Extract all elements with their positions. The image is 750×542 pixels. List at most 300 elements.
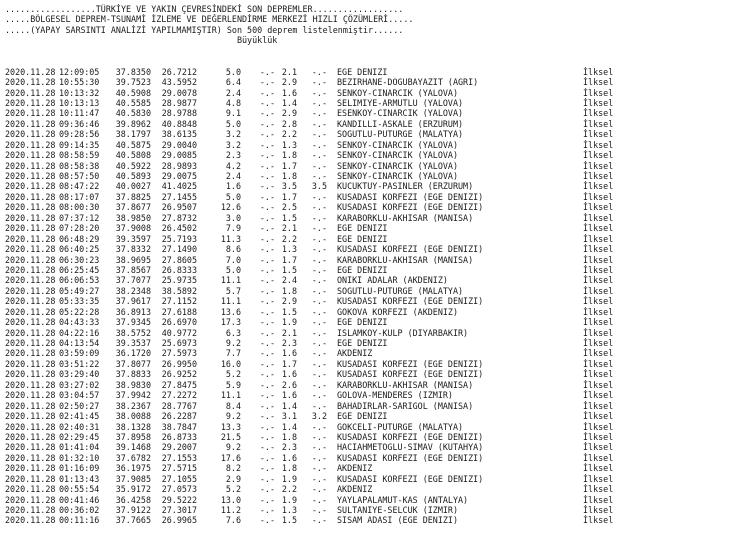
cell-location: SENKOY-CINARCIK (YALOVA) [337,150,459,161]
cell-time: 04:13:54 [59,338,100,348]
cell-time: 06:06:53 [59,275,100,286]
cell-lat: 37.9085 [115,473,151,484]
cell-md: -.- [259,296,275,307]
cell-depth: 8.4 [225,400,241,411]
cell-quality: İlksel [583,484,614,495]
cell-date: 2020.11.28 [5,264,56,275]
cell-lat: 36.1720 [115,348,151,359]
cell-time: 08:57:50 [59,171,100,181]
cell-mw: -.- [311,254,327,265]
cell-quality: İlksel [583,66,614,77]
cell-time: 01:32:10 [59,452,100,463]
cell-quality: İlksel [583,296,614,307]
cell-md: -.- [259,233,275,244]
cell-depth: 7.0 [225,254,241,265]
cell-lon: 26.7212 [161,66,197,77]
cell-time: 00:55:54 [59,484,100,495]
cell-md: -.- [259,285,275,296]
cell-time: 10:55:30 [59,77,100,88]
cell-md: -.- [259,244,275,255]
cell-md: -.- [259,358,275,369]
cell-md: -.- [259,505,275,515]
cell-date: 2020.11.28 [5,108,56,119]
cell-date: 2020.11.28 [5,421,56,432]
cell-ml: 1.9 [281,317,297,328]
cell-location: YAYLAPALAMUT-KAS (ANTALYA) [337,494,469,505]
cell-date: 2020.11.28 [5,515,56,526]
cell-lon: 27.3017 [161,505,197,515]
cell-lat: 36.8913 [115,306,151,317]
cell-lon: 29.2007 [161,442,197,453]
cell-location: HACIAHMETOGLU-SIMAV (KUTAHYA) [337,442,484,453]
cell-md: -.- [259,379,275,390]
cell-date: 2020.11.28 [5,442,56,453]
cell-mw: -.- [311,515,327,526]
cell-time: 09:28:56 [59,129,100,140]
cell-ml: 2.8 [281,118,297,129]
cell-location: SENKOY-CINARCIK (YALOVA) [337,160,459,171]
cell-lat: 37.9942 [115,390,151,401]
cell-mw: -.- [311,358,327,369]
cell-md: -.- [259,181,275,192]
cell-ml: 2.4 [281,275,297,286]
cell-location: KUSADASI KORFEZI (EGE DENIZI) [337,473,484,484]
cell-time: 06:40:25 [59,244,100,255]
cell-quality: İlksel [583,431,614,442]
cell-lat: 39.8962 [115,118,151,129]
cell-date: 2020.11.28 [5,66,56,77]
cell-location: EGE DENIZI [337,264,388,275]
cell-time: 01:41:04 [59,442,100,453]
cell-md: -.- [259,411,275,422]
cell-quality: İlksel [583,473,614,484]
cell-quality: İlksel [583,515,614,526]
cell-quality: İlksel [583,348,614,359]
cell-depth: 5.0 [225,118,241,129]
cell-lon: 26.6970 [161,317,197,328]
cell-time: 12:09:05 [59,66,100,77]
title-line-3: .....(YAPAY SARSINTI ANALİZİ YAPILMAMIŞTIR) Son 500 deprem listelenmiştir...... [5,24,404,35]
cell-date: 2020.11.28 [5,306,56,317]
cell-lat: 37.8833 [115,369,151,380]
cell-mw: -.- [311,223,327,234]
cell-lat: 36.4258 [115,494,151,505]
cell-mw: -.- [311,118,327,129]
cell-date: 2020.11.28 [5,212,56,223]
cell-time: 04:43:33 [59,317,100,328]
table-row [5,213,750,223]
cell-mw: -.- [311,77,327,88]
cell-location: EGE DENIZI [337,411,388,422]
table-row [5,181,750,191]
cell-depth: 13.6 [220,306,241,317]
table-row [5,411,750,421]
table-row [5,286,750,296]
cell-mw: -.- [311,212,327,223]
cell-quality: İlksel [583,160,614,171]
cell-md: -.- [259,327,275,338]
cell-date: 2020.11.28 [5,484,56,495]
cell-location: KUSADASI KORFEZI (EGE DENIZI) [337,191,484,202]
cell-lon: 43.5952 [161,77,197,88]
table-row [5,150,750,160]
table-row [5,223,750,233]
cell-date: 2020.11.28 [5,338,56,348]
cell-location: EGE DENIZI [337,223,388,234]
cell-md: -.- [259,338,275,348]
cell-time: 06:48:29 [59,233,100,244]
cell-mw: -.- [311,285,327,296]
cell-ml: 1.7 [281,191,297,202]
cell-quality: İlksel [583,181,614,192]
cell-date: 2020.11.28 [5,285,56,296]
cell-depth: 6.3 [225,327,241,338]
cell-quality: İlksel [583,202,614,213]
cell-md: -.- [259,400,275,411]
table-row [5,390,750,400]
cell-quality: İlksel [583,327,614,338]
cell-time: 02:29:45 [59,431,100,442]
cell-location: GOKOVA KORFEZI (AKDENIZ) [337,306,459,317]
cell-md: -.- [259,77,275,88]
cell-lat: 36.1975 [115,463,151,474]
cell-time: 08:00:30 [59,202,100,213]
cell-quality: İlksel [583,233,614,244]
table-row [5,307,750,317]
table-row [5,296,750,306]
cell-date: 2020.11.28 [5,296,56,307]
cell-md: -.- [259,160,275,171]
cell-lat: 40.5830 [115,108,151,119]
cell-lat: 40.5875 [115,139,151,150]
cell-depth: 5.0 [225,264,241,275]
cell-depth: 1.6 [225,181,241,192]
cell-mw: -.- [311,317,327,328]
cell-md: -.- [259,390,275,401]
cell-date: 2020.11.28 [5,505,56,515]
cell-time: 08:17:07 [59,191,100,202]
cell-ml: 1.8 [281,171,297,181]
cell-location: KARABORKLU-AKHISAR (MANISA) [337,212,474,223]
cell-mw: -.- [311,390,327,401]
cell-lat: 40.5922 [115,160,151,171]
cell-time: 04:22:16 [59,327,100,338]
cell-mw: -.- [311,150,327,161]
cell-ml: 2.1 [281,223,297,234]
cell-md: -.- [259,254,275,265]
cell-date: 2020.11.28 [5,87,56,98]
cell-lat: 37.8825 [115,191,151,202]
cell-time: 00:41:46 [59,494,100,505]
cell-lon: 38.6135 [161,129,197,140]
cell-location: BEZIRHANE-DOGUBAYAZIT (AGRI) [337,77,479,88]
cell-ml: 1.8 [281,463,297,474]
cell-quality: İlksel [583,494,614,505]
cell-md: -.- [259,129,275,140]
cell-date: 2020.11.28 [5,139,56,150]
cell-location: AKDENIZ [337,348,373,359]
cell-md: -.- [259,494,275,505]
cell-mw: -.- [311,202,327,213]
cell-time: 09:14:35 [59,139,100,150]
cell-md: -.- [259,171,275,181]
cell-md: -.- [259,275,275,286]
cell-time: 01:13:43 [59,473,100,484]
cell-mw: -.- [311,139,327,150]
cell-mw: -.- [311,421,327,432]
cell-depth: 5.0 [225,191,241,202]
cell-depth: 7.9 [225,223,241,234]
cell-location: EGE DENIZI [337,338,388,348]
cell-ml: 2.5 [281,202,297,213]
cell-quality: İlksel [583,317,614,328]
cell-ml: 1.9 [281,494,297,505]
table-row [5,369,750,379]
cell-lon: 27.8605 [161,254,197,265]
cell-md: -.- [259,515,275,526]
cell-md: -.- [259,452,275,463]
cell-lon: 27.1055 [161,473,197,484]
cell-ml: 1.8 [281,150,297,161]
cell-md: -.- [259,421,275,432]
cell-location: KARABORKLU-AKHISAR (MANISA) [337,379,474,390]
cell-md: -.- [259,348,275,359]
cell-ml: 1.3 [281,505,297,515]
cell-date: 2020.11.28 [5,244,56,255]
cell-ml: 1.7 [281,160,297,171]
table-row [5,67,750,77]
cell-lat: 40.5893 [115,171,151,181]
cell-lon: 29.0040 [161,139,197,150]
cell-mw: -.- [311,306,327,317]
cell-lon: 26.4502 [161,223,197,234]
cell-date: 2020.11.28 [5,327,56,338]
cell-mw: -.- [311,452,327,463]
cell-quality: İlksel [583,338,614,348]
table-row [5,463,750,473]
cell-location: KUCUKTUY-PASINLER (ERZURUM) [337,181,474,192]
cell-quality: İlksel [583,306,614,317]
table-row [5,515,750,525]
cell-lat: 37.8077 [115,358,151,369]
cell-time: 03:51:22 [59,358,100,369]
cell-ml: 2.9 [281,108,297,119]
table-row [5,505,750,515]
table-row [5,234,750,244]
cell-time: 06:30:23 [59,254,100,265]
table-row [5,380,750,390]
cell-md: -.- [259,139,275,150]
cell-ml: 1.4 [281,421,297,432]
cell-time: 10:11:47 [59,108,100,119]
cell-location: KUSADASI KORFEZI (EGE DENIZI) [337,358,484,369]
table-row [5,338,750,348]
table-row [5,98,750,108]
cell-time: 00:11:16 [59,515,100,526]
cell-location: SENKOY-CINARCIK (YALOVA) [337,139,459,150]
cell-depth: 3.2 [225,129,241,140]
cell-lat: 37.8677 [115,202,151,213]
cell-mw: -.- [311,494,327,505]
cell-depth: 11.1 [220,296,241,307]
table-row [5,129,750,139]
cell-lon: 27.1152 [161,296,197,307]
cell-time: 01:16:09 [59,463,100,474]
cell-location: KUSADASI KORFEZI (EGE DENIZI) [337,244,484,255]
cell-depth: 7.7 [225,348,241,359]
cell-lat: 38.2367 [115,400,151,411]
table-row [5,317,750,327]
cell-mw: -.- [311,505,327,515]
cell-location: SOGUTLU-PUTURGE (MALATYA) [337,129,464,140]
cell-depth: 9.2 [225,442,241,453]
cell-depth: 9.2 [225,411,241,422]
cell-depth: 9.1 [225,108,241,119]
cell-quality: İlksel [583,223,614,234]
cell-md: -.- [259,212,275,223]
cell-quality: İlksel [583,264,614,275]
cell-ml: 3.1 [281,411,297,422]
cell-lat: 38.2348 [115,285,151,296]
cell-md: -.- [259,66,275,77]
cell-date: 2020.11.28 [5,233,56,244]
table-row [5,161,750,171]
cell-quality: İlksel [583,421,614,432]
cell-depth: 5.7 [225,285,241,296]
cell-date: 2020.11.28 [5,411,56,422]
cell-quality: İlksel [583,191,614,202]
cell-location: KUSADASI KORFEZI (EGE DENIZI) [337,431,484,442]
cell-quality: İlksel [583,390,614,401]
cell-date: 2020.11.28 [5,275,56,286]
cell-date: 2020.11.28 [5,431,56,442]
cell-time: 09:36:46 [59,118,100,129]
cell-mw: -.- [311,463,327,474]
cell-date: 2020.11.28 [5,254,56,265]
cell-quality: İlksel [583,77,614,88]
cell-lon: 26.9507 [161,202,197,213]
cell-location: AKDENIZ [337,484,373,495]
cell-location: KARABORKLU-AKHISAR (MANISA) [337,254,474,265]
cell-time: 00:36:02 [59,505,100,515]
cell-time: 05:33:35 [59,296,100,307]
cell-depth: 3.2 [225,139,241,150]
cell-depth: 17.6 [220,452,241,463]
cell-location: KUSADASI KORFEZI (EGE DENIZI) [337,452,484,463]
cell-mw: -.- [311,473,327,484]
cell-lon: 27.1553 [161,452,197,463]
cell-md: -.- [259,369,275,380]
cell-quality: İlksel [583,129,614,140]
cell-time: 03:04:57 [59,390,100,401]
cell-mw: 3.5 [311,181,327,192]
cell-time: 03:59:09 [59,348,100,359]
cell-ml: 1.8 [281,431,297,442]
cell-time: 02:50:27 [59,400,100,411]
title-line-1: ..................TÜRKİYE VE YAKIN ÇEVRESİNDEKİ SON DEPREMLER.................. [5,4,404,14]
cell-location: ISLAMKOY-KULP (DIYARBAKIR) [337,327,469,338]
cell-lat: 37.8350 [115,66,151,77]
table-row [5,255,750,265]
cell-lat: 38.0088 [115,411,151,422]
cell-mw: -.- [311,191,327,202]
cell-depth: 5.9 [225,379,241,390]
table-row [5,244,750,254]
table-row [5,108,750,118]
cell-depth: 16.0 [220,358,241,369]
cell-ml: 1.6 [281,348,297,359]
cell-lon: 27.1455 [161,191,197,202]
cell-date: 2020.11.28 [5,369,56,380]
cell-date: 2020.11.28 [5,171,56,181]
cell-quality: İlksel [583,411,614,422]
cell-mw: -.- [311,400,327,411]
title-line-2: .....BÖLGESEL DEPREM-TSUNAMİ İZLEME VE DEĞERLENDİRME MERKEZİ HIZLI ÇÖZÜMLERİ..... [5,14,414,25]
cell-date: 2020.11.28 [5,358,56,369]
cell-ml: 2.6 [281,379,297,390]
cell-lat: 38.9695 [115,254,151,265]
cell-depth: 5.2 [225,369,241,380]
cell-depth: 11.3 [220,233,241,244]
cell-time: 05:49:27 [59,285,100,296]
cell-mw: -.- [311,108,327,119]
cell-quality: İlksel [583,244,614,255]
cell-mw: -.- [311,171,327,181]
cell-ml: 1.3 [281,244,297,255]
cell-md: -.- [259,191,275,202]
cell-lat: 37.8567 [115,264,151,275]
cell-time: 07:37:12 [59,212,100,223]
cell-lat: 37.7077 [115,275,151,286]
cell-location: SULTANIYE-SELCUK (IZMIR) [337,505,459,515]
cell-depth: 17.3 [220,317,241,328]
cell-depth: 4.2 [225,160,241,171]
cell-depth: 4.8 [225,97,241,108]
cell-date: 2020.11.28 [5,97,56,108]
cell-time: 02:41:45 [59,411,100,422]
cell-lat: 40.5808 [115,150,151,161]
cell-ml: 1.4 [281,400,297,411]
table-row [5,328,750,338]
cell-lon: 25.7193 [161,233,197,244]
cell-location: GOLOVA-MENDERES (IZMIR) [337,390,453,401]
cell-quality: İlksel [583,400,614,411]
cell-lon: 26.9950 [161,358,197,369]
cell-location: EGE DENIZI [337,66,388,77]
cell-location: EGE DENIZI [337,233,388,244]
cell-quality: İlksel [583,139,614,150]
cell-lat: 40.0027 [115,181,151,192]
cell-mw: -.- [311,97,327,108]
cell-ml: 1.7 [281,358,297,369]
cell-lon: 28.9877 [161,97,197,108]
cell-depth: 13.3 [220,421,241,432]
cell-lon: 41.4025 [161,181,197,192]
cell-lon: 26.9252 [161,369,197,380]
cell-lon: 27.8732 [161,212,197,223]
cell-location: SELIMIYE-ARMUTLU (YALOVA) [337,97,464,108]
cell-date: 2020.11.28 [5,390,56,401]
cell-lat: 39.7523 [115,77,151,88]
cell-lon: 25.9735 [161,275,197,286]
cell-lat: 39.1468 [115,442,151,453]
cell-mw: -.- [311,264,327,275]
cell-date: 2020.11.28 [5,452,56,463]
cell-date: 2020.11.28 [5,160,56,171]
cell-lon: 28.7767 [161,400,197,411]
table-row [5,171,750,181]
cell-lat: 37.9345 [115,317,151,328]
